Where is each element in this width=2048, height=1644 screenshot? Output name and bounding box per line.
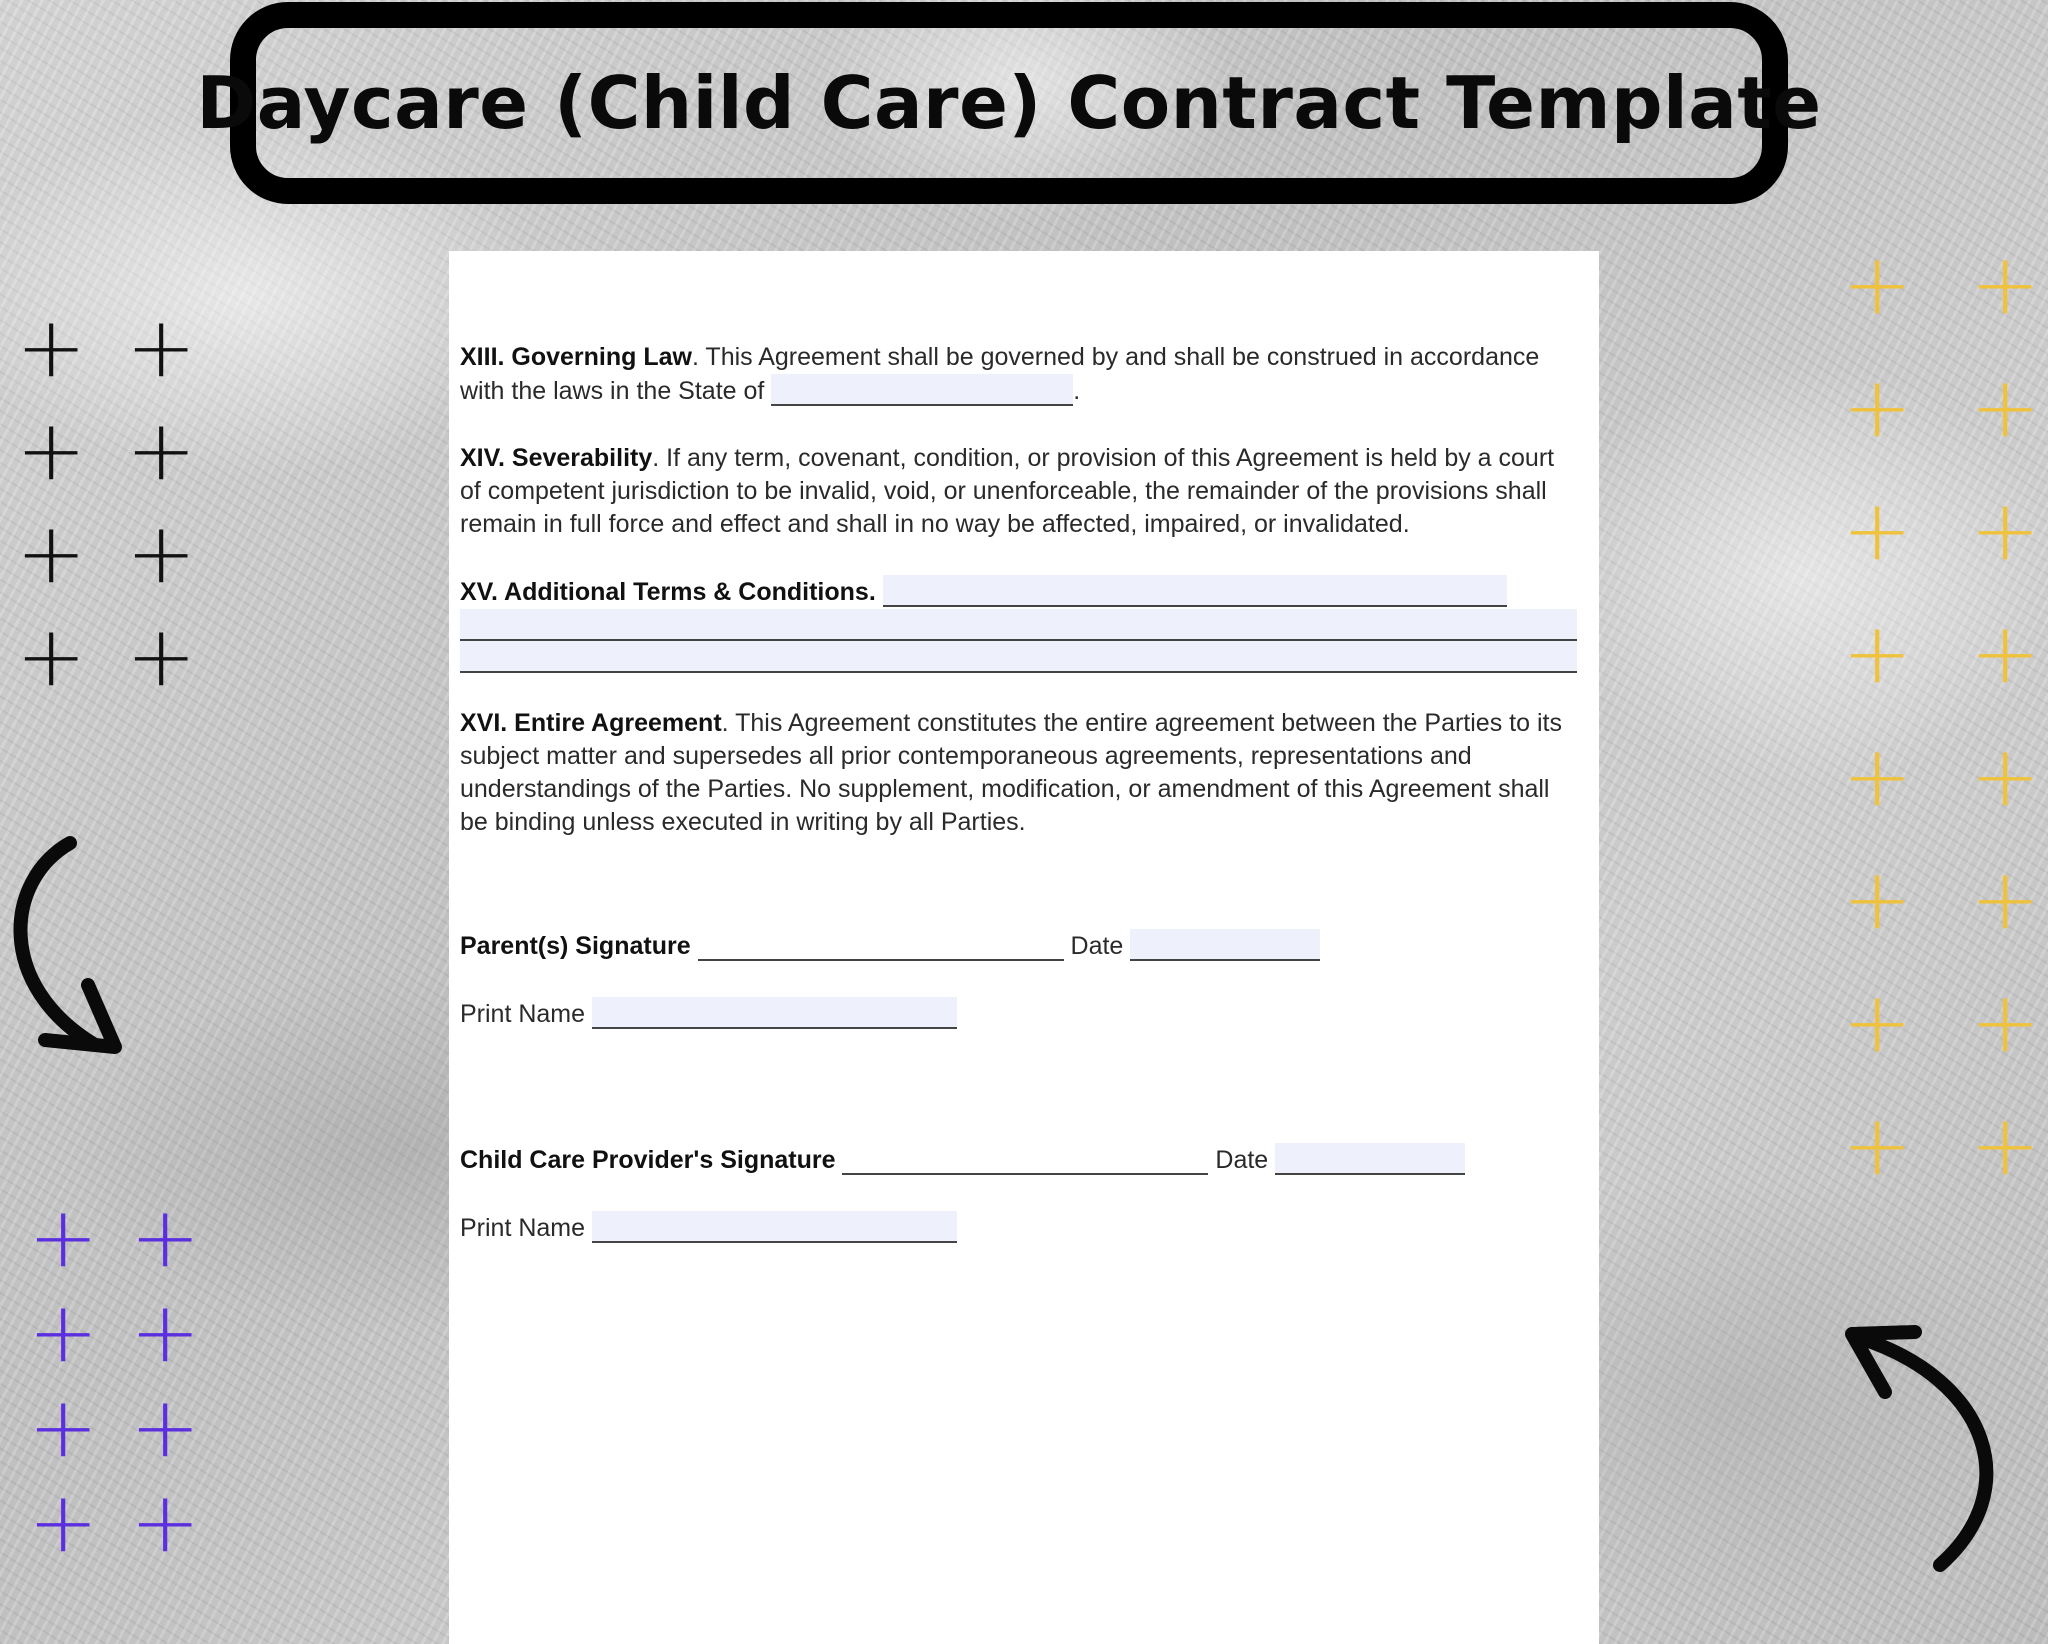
plus-icon: +	[1842, 358, 1913, 456]
additional-terms-field-3[interactable]	[460, 641, 1577, 673]
section-entire-agreement	[460, 707, 1580, 839]
plus-icon: +	[16, 401, 87, 499]
plus-icon: +	[126, 504, 197, 602]
plus-icon: +	[16, 298, 87, 396]
plus-icon: +	[126, 607, 197, 705]
parent-print-name-label: Print Name	[460, 1000, 586, 1028]
plus-icon: +	[1970, 1096, 2041, 1194]
plus-icon: +	[130, 1283, 201, 1381]
title-banner	[196, 2, 1822, 204]
plus-icon: +	[16, 607, 87, 705]
state-field[interactable]	[771, 374, 1073, 406]
parent-signature-label: Parent(s) Signature	[460, 932, 691, 960]
plus-icon: +	[130, 1378, 201, 1476]
provider-signature-field[interactable]	[842, 1143, 1208, 1175]
plus-icon: +	[1970, 727, 2041, 825]
banner-title: Daycare (Child Care) Contract Template	[196, 61, 1822, 145]
plus-icon: +	[1970, 604, 2041, 702]
plus-icon: +	[126, 401, 197, 499]
section-governing-law	[460, 341, 1580, 408]
section-text-end: .	[1073, 377, 1081, 405]
plus-icon: +	[130, 1473, 201, 1571]
additional-terms-field-1[interactable]	[883, 575, 1507, 607]
section-text: . This Agreement constitutes the entire agreement between the Parties to its subject matter and supersedes all prior contemporaneous agreements, representations and understandings of the Parties. No supplement, modification, or amendment of this Agreement shall be binding unless executed in writing by all Parties.	[460, 709, 1562, 836]
section-punct: .	[868, 578, 876, 606]
additional-terms-field-2[interactable]	[460, 609, 1577, 641]
provider-signature-row	[460, 1143, 1580, 1177]
provider-date-field[interactable]	[1275, 1143, 1465, 1175]
plus-icon: +	[1842, 727, 1913, 825]
section-text: . This Agreement shall be governed by and shall be construed in accordance with the laws in the State of	[460, 343, 1540, 405]
plus-icon: +	[1842, 973, 1913, 1071]
document-page	[449, 251, 1599, 1644]
provider-print-name-field[interactable]	[592, 1211, 957, 1243]
plus-icon: +	[1842, 235, 1913, 333]
plus-icon: +	[16, 504, 87, 602]
provider-date-label: Date	[1215, 1146, 1269, 1174]
section-heading: XV. Additional Terms & Conditions	[460, 578, 869, 606]
plus-icon: +	[1842, 481, 1913, 579]
parent-print-name-row	[460, 997, 1580, 1031]
plus-icon: +	[28, 1188, 99, 1286]
plus-icon: +	[1970, 973, 2041, 1071]
plus-icon: +	[1970, 850, 2041, 948]
plus-icon: +	[1842, 604, 1913, 702]
section-additional-terms	[460, 575, 1580, 673]
plus-icon: +	[1970, 481, 2041, 579]
section-heading: XVI. Entire Agreement	[460, 709, 722, 737]
plus-icon: +	[126, 298, 197, 396]
provider-print-name-label: Print Name	[460, 1214, 586, 1242]
provider-signature-label: Child Care Provider's Signature	[460, 1146, 836, 1174]
plus-icon: +	[1970, 235, 2041, 333]
parent-signature-field[interactable]	[698, 929, 1064, 961]
section-heading: XIII. Governing Law	[460, 343, 692, 371]
plus-icon: +	[130, 1188, 201, 1286]
plus-icon: +	[1842, 850, 1913, 948]
plus-icon: +	[28, 1378, 99, 1476]
provider-print-name-row	[460, 1211, 1580, 1245]
parent-print-name-field[interactable]	[592, 997, 957, 1029]
plus-icon: +	[28, 1283, 99, 1381]
section-heading: XIV. Severability	[460, 444, 653, 472]
plus-icon: +	[1842, 1096, 1913, 1194]
plus-icon: +	[28, 1473, 99, 1571]
parent-date-label: Date	[1070, 932, 1124, 960]
plus-icon: +	[1970, 358, 2041, 456]
parent-date-field[interactable]	[1130, 929, 1320, 961]
document-body	[460, 341, 1580, 1245]
curved-arrow-icon	[1840, 1320, 2010, 1575]
parent-signature-row	[460, 929, 1580, 963]
section-severability	[460, 442, 1580, 541]
section-text: . If any term, covenant, condition, or provision of this Agreement is held by a court of competent jurisdiction to be invalid, void, or unenforceable, the remainder of the provisions shall remain in full force and effect and shall in no way be affected, impaired, or invalidated.	[460, 444, 1555, 538]
curved-arrow-icon	[0, 835, 140, 1060]
